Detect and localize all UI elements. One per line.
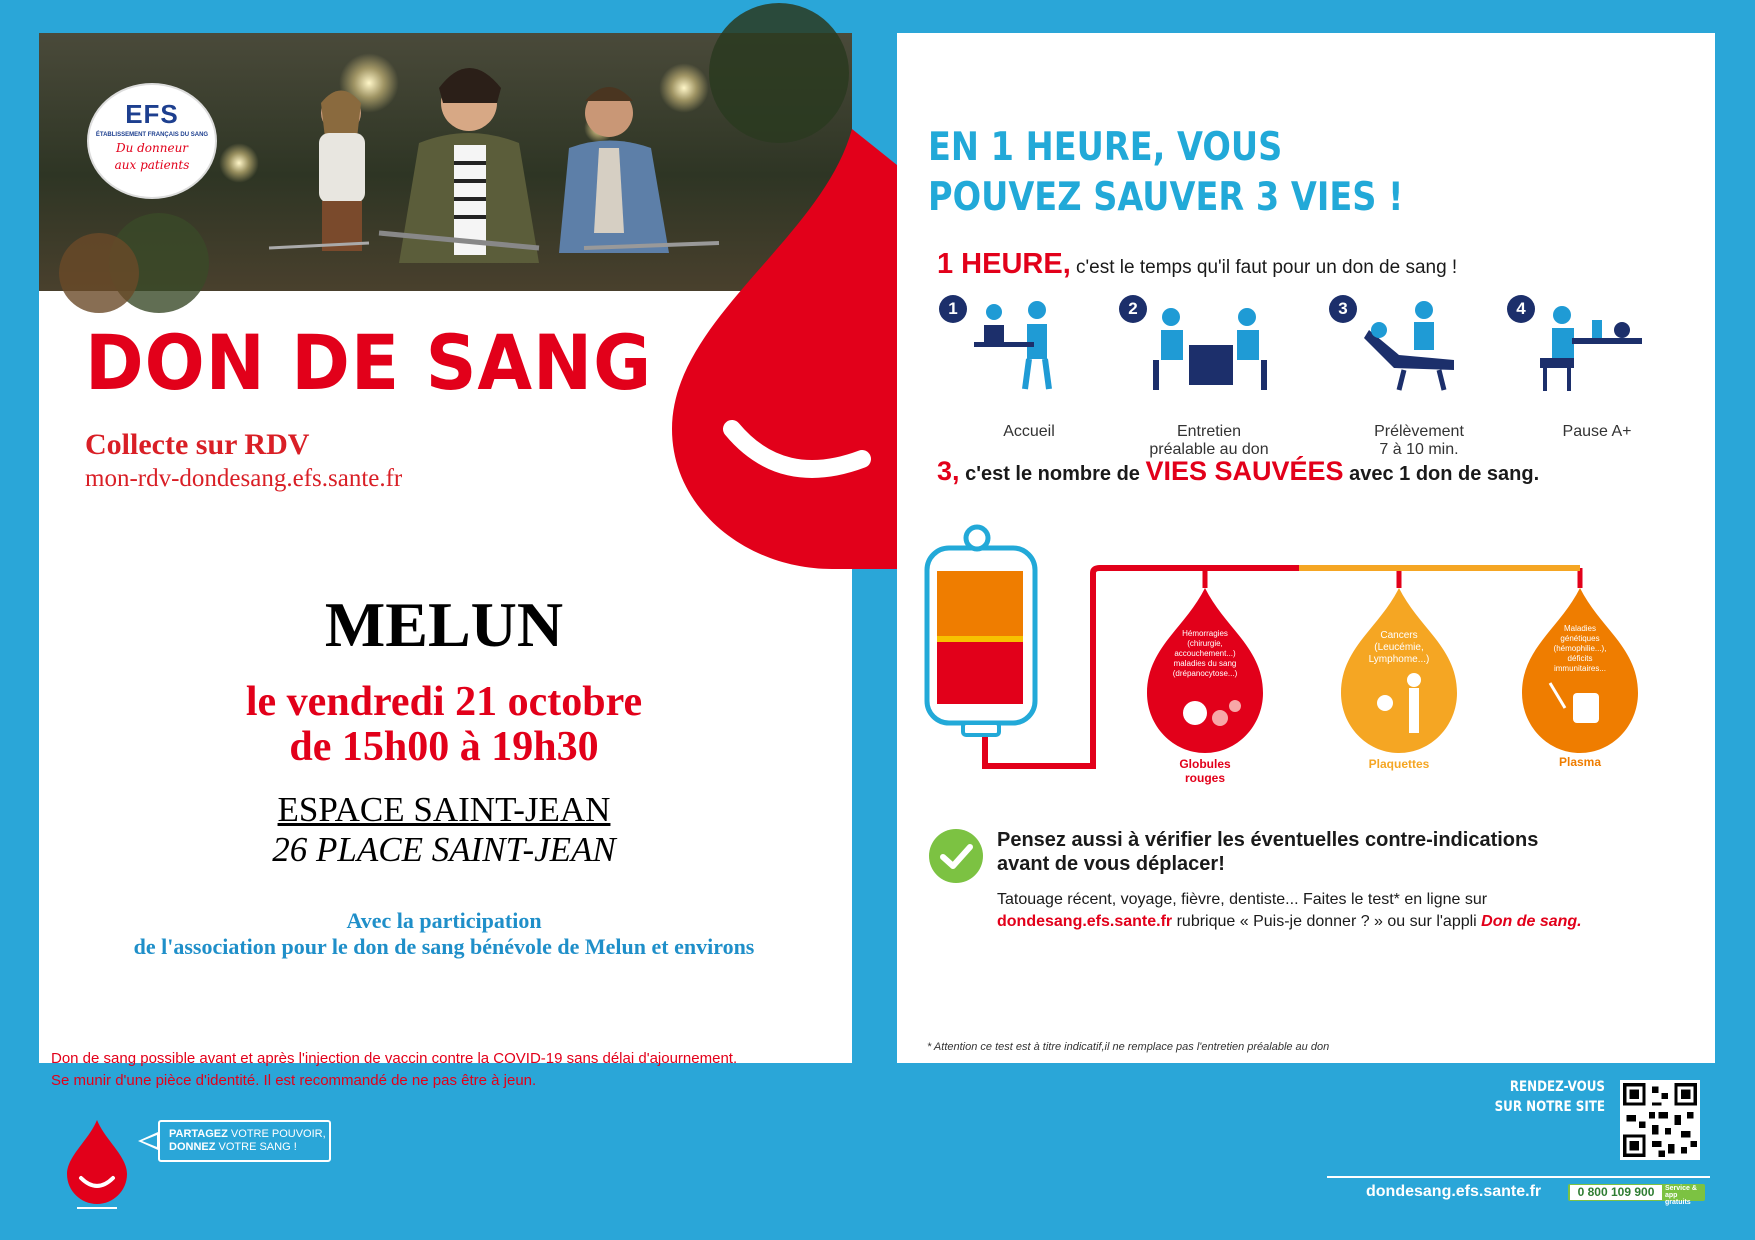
step-label: Prélèvement 7 à 10 min.	[1374, 423, 1464, 458]
check-icon	[928, 828, 984, 884]
heure-text: c'est le temps qu'il faut pour un don de sang !	[1070, 257, 1458, 278]
step-label: Accueil	[1003, 423, 1055, 440]
efs-logo-tagline-2: aux patients	[114, 158, 190, 172]
covid-note: Don de sang possible avant et après l'injection de vaccin contre la COVID-19 sans délai d'ajournement.	[51, 1050, 738, 1067]
blood-bag-diagram	[925, 518, 1685, 798]
interview-icon	[1149, 305, 1269, 405]
donation-chair-icon	[1359, 300, 1469, 400]
heure-row	[937, 248, 1457, 281]
vies-row	[937, 456, 1539, 487]
vies-number: 3,	[937, 456, 960, 486]
blood-drop-smile-icon	[672, 129, 902, 579]
drop-desc: maladies du sang	[1173, 659, 1237, 668]
rendez-vous-label: RENDEZ-VOUS SUR NOTRE SITE	[1494, 1079, 1605, 1115]
share-slogan: PARTAGEZ VOTRE POUVOIR, DONNEZ VOTRE SANG !	[158, 1120, 331, 1162]
association-line-1: Avec la participation	[346, 908, 542, 933]
info-line-1: Tatouage récent, voyage, fièvre, dentiste... Faites le test* en ligne sur	[997, 891, 1488, 908]
step-number: 4	[1507, 295, 1535, 323]
drop-desc: (hémophilie...),	[1553, 644, 1607, 653]
vies-pre: c'est le nombre de	[959, 463, 1146, 485]
efs-logo-subtitle: ÉTABLISSEMENT FRANÇAIS DU SANG	[95, 132, 209, 138]
id-note: Se munir d'une pièce d'identité. Il est recommandé de ne pas être à jeun.	[51, 1072, 537, 1089]
snack-break-icon	[1537, 300, 1647, 400]
headline	[928, 123, 1403, 223]
drop-desc: Cancers	[1380, 630, 1418, 641]
qr-code[interactable]	[1620, 1080, 1700, 1160]
headline-line-2: POUVEZ SAUVER 3 VIES !	[928, 175, 1404, 220]
step-number: 2	[1119, 295, 1147, 323]
drop-desc: Lymphome...)	[1368, 654, 1430, 665]
drop-desc: déficits	[1567, 654, 1593, 663]
drop-desc: (Leucémie,	[1374, 642, 1424, 653]
drop-desc: Hémorragies	[1182, 629, 1228, 638]
drop-desc: Maladies	[1563, 624, 1597, 633]
drop-label: rouges	[1184, 771, 1226, 785]
dondesang-link[interactable]: dondesang.efs.sante.fr	[997, 913, 1173, 930]
drop-desc: immunitaires...	[1553, 664, 1607, 673]
warning-line-1: Pensez aussi à vérifier les éventuelles contre-indications	[997, 829, 1539, 851]
drop-desc: génétiques	[1560, 634, 1600, 643]
left-poster	[39, 33, 852, 1089]
vies-bold: VIES SAUVÉES	[1145, 456, 1344, 486]
drop-desc: (chirurgie,	[1187, 639, 1223, 648]
drop-label: Plasma	[1558, 755, 1602, 769]
warning-line-2: avant de vous déplacer!	[997, 853, 1225, 875]
rdv-url-link[interactable]: mon-rdv-dondesang.efs.sante.fr	[85, 465, 403, 492]
step-number: 3	[1329, 295, 1357, 323]
reception-icon	[969, 300, 1069, 400]
right-poster	[897, 33, 1715, 1063]
phone-note: Service & app gratuits	[1665, 1185, 1697, 1206]
poster-title: DON DE SANG	[85, 318, 653, 407]
efs-logo-name: EFS	[125, 99, 179, 129]
divider	[1327, 1176, 1710, 1178]
association-line-2: de l'association pour le don de sang bénévole de Melun et environs	[133, 934, 755, 959]
step-label: Pause A+	[1562, 423, 1632, 440]
blood-drop-smile-icon	[63, 1118, 131, 1210]
efs-logo-tagline-1: Du donneur	[115, 141, 189, 155]
drop-desc: (drépanocytose...)	[1172, 669, 1238, 678]
event-hours: de 15h00 à 19h30	[289, 724, 599, 770]
info-line-2	[997, 913, 1582, 931]
phone-badge	[1568, 1184, 1705, 1206]
vies-post: avec 1 don de sang.	[1343, 463, 1540, 485]
drop-label: Plaquettes	[1368, 757, 1430, 771]
heure-bold: 1 HEURE,	[937, 248, 1071, 280]
site-url-link[interactable]: dondesang.efs.sante.fr	[1366, 1183, 1542, 1200]
drop-label: Globules	[1179, 757, 1231, 771]
drop-desc: accouchement...)	[1174, 649, 1236, 658]
step-number: 1	[939, 295, 967, 323]
step-label: Entretien préalable au don	[1149, 423, 1269, 458]
headline-line-1: EN 1 HEURE, VOUS	[928, 125, 1283, 170]
venue-address: 26 PLACE SAINT-JEAN	[272, 830, 616, 869]
efs-logo	[89, 85, 215, 197]
collecte-label: Collecte sur RDV	[85, 428, 310, 461]
phone-number: 0 800 109 900	[1570, 1185, 1662, 1200]
venue-name: ESPACE SAINT-JEAN	[277, 790, 611, 829]
event-date: le vendredi 21 octobre	[245, 679, 643, 725]
city-name: MELUN	[324, 589, 564, 660]
footnote: * Attention ce test est à titre indicatif,il ne remplace pas l'entretien préalable au don	[927, 1041, 1330, 1053]
info-mid: rubrique « Puis-je donner ? » ou sur l'appli	[1172, 913, 1482, 930]
app-name: Don de sang.	[1481, 913, 1582, 930]
